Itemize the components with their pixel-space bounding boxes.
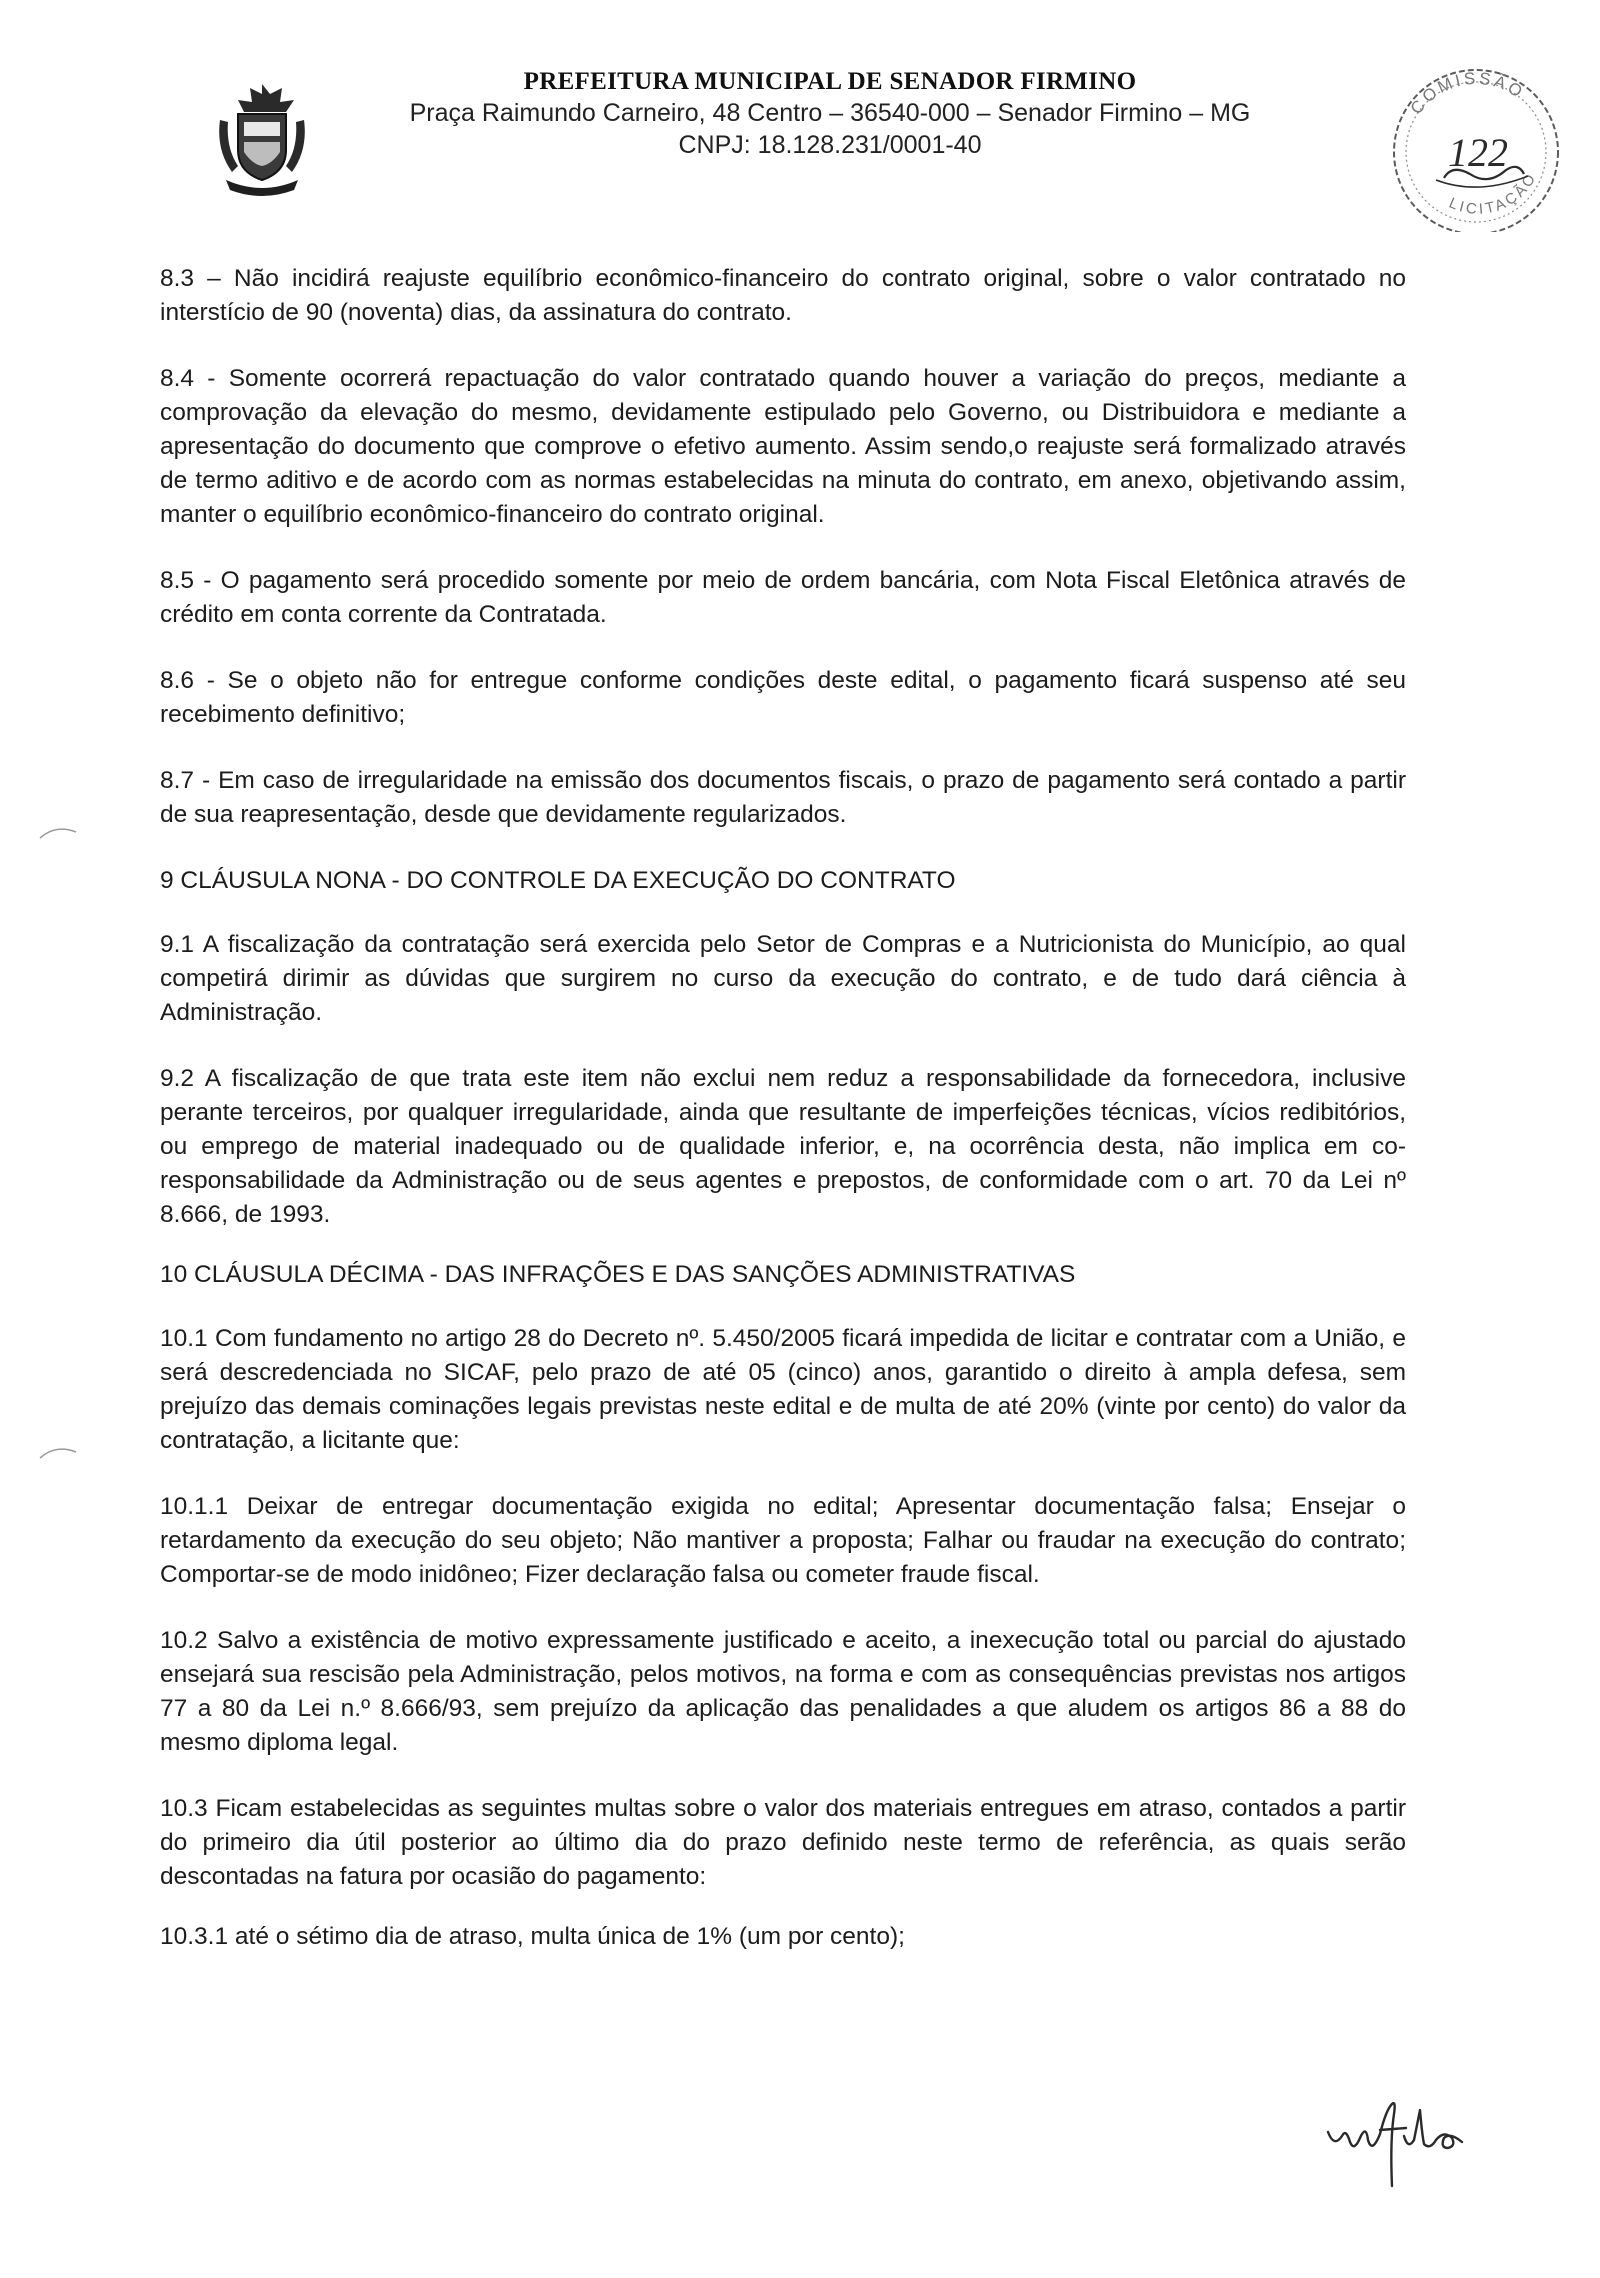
clause-8-5 (160, 564, 1406, 632)
clause-number: 10.2 (160, 1627, 208, 1654)
clause-number: 8.7 (160, 767, 195, 794)
clause-number: 9.1 (160, 931, 195, 958)
clause-text: - Em caso de irregularidade na emissão dos documentos fiscais, o prazo de pagamento será contado a partir de sua reapresentação, desde que devidamente regularizados. (160, 767, 1406, 828)
committee-page-stamp (1378, 56, 1574, 232)
clause-10-3-1 (160, 1920, 1406, 1954)
clause-number: 10.3.1 (160, 1923, 229, 1950)
clause-number: 10.1.1 (160, 1493, 229, 1520)
margin-mark (36, 822, 86, 842)
clause-text: A fiscalização da contratação será exercida pelo Setor de Compras e a Nutricionista do Município, ao qual competirá dirimir as dúvidas que surgirem no curso da execução do contrato, e de tudo dará ciência à Administração. (160, 931, 1406, 1026)
clause-8-4 (160, 362, 1406, 532)
stamp-top-text: COMISSÃO (1406, 68, 1529, 118)
margin-mark (36, 1442, 86, 1462)
stamp-page-number: 122 (1448, 130, 1508, 175)
municipal-crest-icon (212, 80, 312, 196)
clause-text: Ficam estabelecidas as seguintes multas sobre o valor dos materiais entregues em atraso, contados a partir do primeiro dia útil posterior ao último dia do prazo definido neste termo de referência, as quais serão descontadas na fatura por ocasião do pagamento: (160, 1795, 1406, 1890)
handwritten-signature (1320, 2090, 1470, 2200)
stamp-bottom-text: LICITAÇÃO (1446, 169, 1541, 219)
clause-number: 10.3 (160, 1795, 208, 1822)
clause-number: 8.6 (160, 667, 195, 694)
section-heading-10: 10 CLÁUSULA DÉCIMA - DAS INFRAÇÕES E DAS SANÇÕES ADMINISTRATIVAS (160, 1261, 1076, 1288)
clause-text: até o sétimo dia de atraso, multa única de 1% (um por cento); (228, 1923, 905, 1950)
clause-number: 9.2 (160, 1065, 195, 1092)
clause-text: Salvo a existência de motivo expressamente justificado e aceito, a inexecução total ou parcial do ajustado ensejará sua rescisão pela Administração, pelos motivos, na forma e com as consequências previstas nos artigos 77 a 80 da Lei n.º 8.666/93, sem prejuízo da aplicação das penalidades a que aludem os artigos 86 a 88 do mesmo diploma legal. (160, 1627, 1406, 1756)
clause-10-3 (160, 1792, 1406, 1894)
municipality-address: Praça Raimundo Carneiro, 48 Centro – 36540-000 – Senador Firmino – MG (409, 99, 1251, 127)
letterhead (340, 68, 1320, 160)
clause-8-7 (160, 764, 1406, 832)
clause-10-1-1 (160, 1490, 1406, 1592)
clause-9-1 (160, 928, 1406, 1030)
municipality-title: PREFEITURA MUNICIPAL DE SENADOR FIRMINO (523, 68, 1137, 95)
clause-text: – Não incidirá reajuste equilíbrio econômico-financeiro do contrato original, sobre o valor contratado no interstício de 90 (noventa) dias, da assinatura do contrato. (160, 265, 1406, 326)
document-body (160, 262, 1406, 1986)
clause-8-3 (160, 262, 1406, 330)
clause-number: 8.5 (160, 567, 195, 594)
clause-number: 8.4 (160, 365, 195, 392)
clause-text: - Somente ocorrerá repactuação do valor contratado quando houver a variação do preços, mediante a comprovação da elevação do mesmo, devidamente estipulado pelo Governo, ou Distribuidora e mediante a apresentação do documento que comprove o efetivo aumento. Assim sendo,o reajuste será formalizado através de termo aditivo e de acordo com as normas estabelecidas na minuta do contrato, em anexo, objetivando assim, manter o equilíbrio econômico-financeiro do contrato original. (160, 365, 1406, 528)
svg-text:COMISSÃO (1407, 69, 1529, 118)
clause-number: 8.3 (160, 265, 195, 292)
clause-10-1 (160, 1322, 1406, 1458)
clause-9-2 (160, 1062, 1406, 1232)
clause-text: - O pagamento será procedido somente por meio de ordem bancária, com Nota Fiscal Eletônica através de crédito em conta corrente da Contratada. (160, 567, 1406, 628)
clause-text: A fiscalização de que trata este item não exclui nem reduz a responsabilidade da fornecedora, inclusive perante terceiros, por qualquer irregularidade, ainda que resultante de imperfeições técnicas, vícios redibitórios, ou emprego de material inadequado ou de qualidade inferior, e, na ocorrência desta, não implica em co-responsabilidade da Administração ou de seus agentes e prepostos, de conformidade com o art. 70 da Lei nº 8.666, de 1993. (160, 1065, 1406, 1228)
clause-number: 10.1 (160, 1325, 208, 1352)
clause-8-6 (160, 664, 1406, 732)
clause-text: Deixar de entregar documentação exigida no edital; Apresentar documentação falsa; Ensejar o retardamento da execução do seu objeto; Não mantiver a proposta; Falhar ou fraudar na execução do contrato; Comportar-se de modo inidôneo; Fizer declaração falsa ou cometer fraude fiscal. (160, 1493, 1406, 1588)
section-heading-9: 9 CLÁUSULA NONA - DO CONTROLE DA EXECUÇÃO DO CONTRATO (160, 867, 956, 894)
clause-text: Com fundamento no artigo 28 do Decreto nº. 5.450/2005 ficará impedida de licitar e contratar com a União, e será descredenciada no SICAF, pelo prazo de até 05 (cinco) anos, garantido o direito à ampla defesa, sem prejuízo das demais cominações legais previstas neste edital e de multa de até 20% (vinte por cento) do valor da contratação, a licitante que: (160, 1325, 1406, 1454)
municipality-cnpj: CNPJ: 18.128.231/0001-40 (678, 131, 982, 159)
clause-10-2 (160, 1624, 1406, 1760)
clause-text: - Se o objeto não for entregue conforme condições deste edital, o pagamento ficará suspenso até seu recebimento definitivo; (160, 667, 1406, 728)
